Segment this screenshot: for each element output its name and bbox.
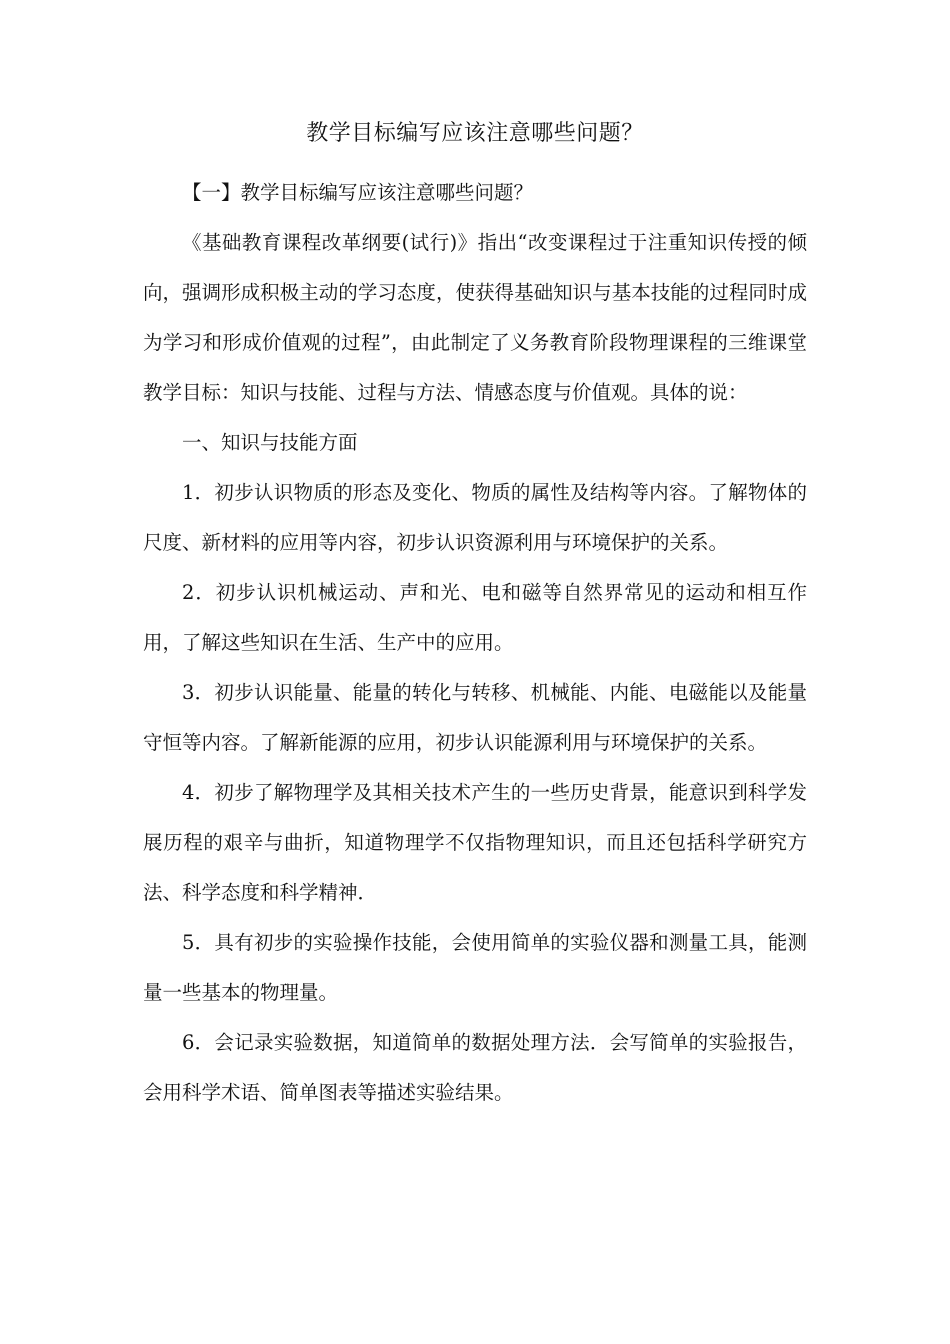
subsection-heading: 一、知识与技能方面 xyxy=(182,431,358,454)
list-item-6: 6．会记录实验数据，知道简单的数据处理方法．会写简单的实验报告，会用科学术语、简单图表等描述实验结果。 xyxy=(143,1031,807,1104)
list-item-2: 2．初步认识机械运动、声和光、电和磁等自然界常见的运动和相互作用，了解这些知识在生活、生产中的应用。 xyxy=(143,581,807,654)
document-title: 教学目标编写应该注意哪些问题？ xyxy=(306,121,644,146)
list-item-4: 4．初步了解物理学及其相关技术产生的一些历史背景，能意识到科学发展历程的艰辛与曲折，知道物理学不仅指物理知识，而且还包括科学研究方法、科学态度和科学精神． xyxy=(143,781,807,904)
list-item-5: 5．具有初步的实验操作技能，会使用简单的实验仪器和测量工具，能测量一些基本的物理量。 xyxy=(143,931,807,1004)
list-item-3: 3．初步认识能量、能量的转化与转移、机械能、内能、电磁能以及能量守恒等内容。了解新能源的应用，初步认识能源利用与环境保护的关系。 xyxy=(143,681,807,754)
section-heading: 【一】教学目标编写应该注意哪些问题？ xyxy=(182,181,534,204)
intro-paragraph: 《基础教育课程改革纲要(试行)》指出“改变课程过于注重知识传授的倾向，强调形成积极主动的学习态度，使获得基础知识与基本技能的过程同时成为学习和形成价值观的过程”，由此制定了义务教育阶段物理课程的三维课堂教学目标：知识与技能、过程与方法、情感态度与价值观。具体的说： xyxy=(143,231,807,404)
list-item-1: 1．初步认识物质的形态及变化、物质的属性及结构等内容。了解物体的尺度、新材料的应用等内容，初步认识资源利用与环境保护的关系。 xyxy=(143,481,807,554)
document-body xyxy=(143,168,807,1118)
